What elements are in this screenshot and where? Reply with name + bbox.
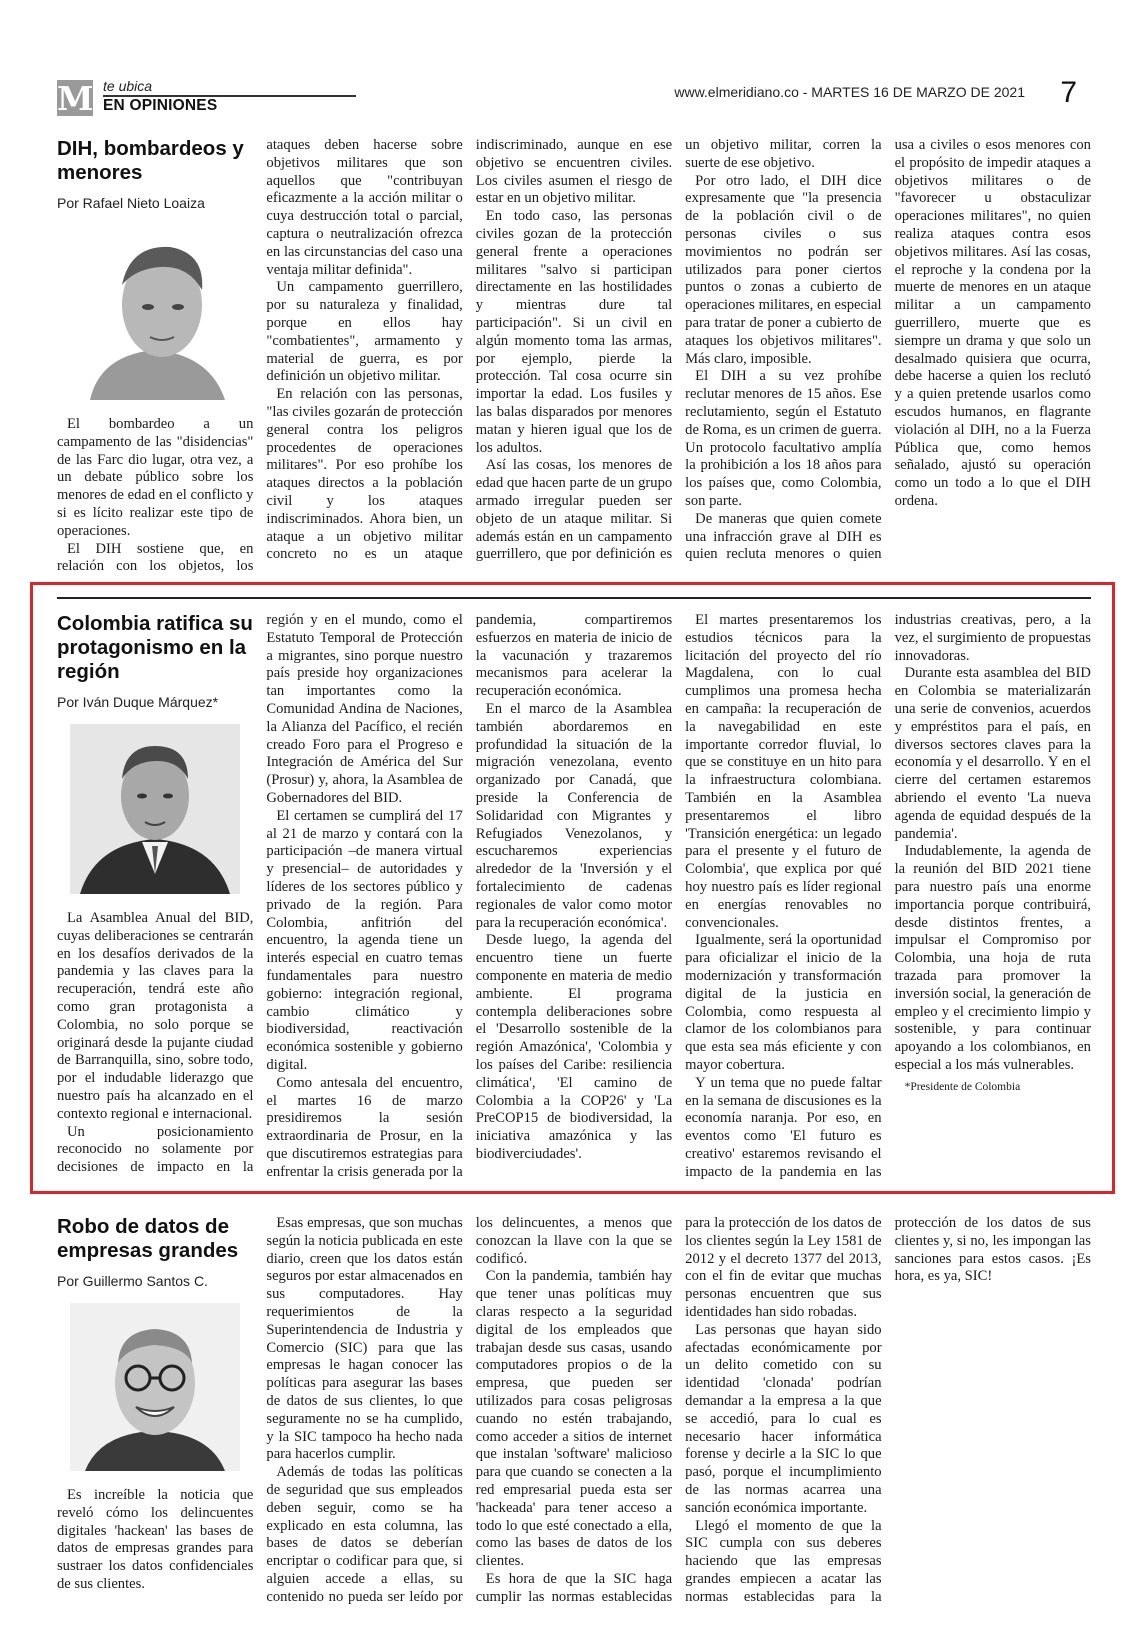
article-headline: DIH, bombardeos y menores <box>57 137 244 184</box>
article-paragraph: Con la pandemia, también hay que tener unas políticas muy claras respecto a la seguridad digital de los empleados que trabajan desde sus casas, usando computadores propios o de la empresa, que pueden ser utilizados para cosas peligrosas cuando no estén trabajando, como acceder a sitios de internet que instalan 'software' malicioso para que cuando se conecten a la red empresarial pueda esta ser 'hackeada' para tener acceso a todo lo que esté conectado a ella, como las bases de datos de los clientes. <box>475 1268 673 1570</box>
logo-tagline: te ubica <box>103 78 153 94</box>
columnist-portrait-icon <box>70 225 240 400</box>
article-byline: Por Guillermo Santos C. <box>57 1273 208 1289</box>
page-number: 7 <box>1060 76 1077 109</box>
article-paragraph: Esas empresas, que son muchas según la noticia publicada en este diario, creen que los datos están seguros por estar almacenados en sus computadores. Hay requerimientos de la Superintendencia de Industria y Comercio (SIC) para que las empresas le hagan conocer las políticas para asegurar las bases de datos de sus clientes, lo que seguramente no se ha cumplido, y la SIC tampoco ha hecho nada para hacerlos cumplir. <box>266 1215 463 1463</box>
article-paragraph: De maneras que quien comete una infracción grave al DIH es quien recluta menores o quien usa a civiles o esos menores con el propósito de impedir ataques a objetivos militares o de "favorecer u obstaculizar operaciones militares", no quien realiza ataques contra esos objetivos militares. Así las cosas, el reproche y la condena por la muerte de menores en un ataque militar a un campamento guerrillero, muerte que es siempre un drama y que solo un desalmado quisiera que ocurra, debe hacerse a quien los reclutó y a quien pretende usarlos como escudos humanos, en flagrante violación al DIH, no a la Fuerza Pública que, como hemos señalado, ajustó su operación como un todo a lo que el DIH ordena. <box>685 137 1091 563</box>
article-paragraph: El DIH sostiene que, en relación con los objetos, los ataques deben hacerse sobre objetivos militares que son aquellos que "contribuyan eficazmente a la acción militar o cuya destrucción total o parcial, captura o neutralización ofrezca en las circunstancias del caso una ventaja militar definida". <box>57 137 463 575</box>
article-paragraph: Es increíble la noticia que reveló cómo los delincuentes digitales 'hackean' las bases de datos de empresas grandes para sustraer los datos confidenciales de sus clientes. <box>57 1487 254 1592</box>
article-paragraph: El certamen se cumplirá del 17 al 21 de marzo y contará con la participación –de manera virtual y presencial– de autoridades y líderes de los sectores público y privado de la región. Para Colombia, anfitrión del encuentro, la agenda tiene un interés especial en cuatro temas fundamentales para nuestro gobierno: integración regional, cambio climático y biodiversidad, reactivación económica sostenible y gobierno digital. <box>266 807 463 1073</box>
article-paragraph: Además de todas las políticas de seguridad que sus empleados deben seguir, como se ha explicado en esta columna, las bases de datos se deberían encriptar o codificar para que, si alguien accede a ellas, su contenido no pueda ser leído por los delincuentes, a menos que conozcan la llave con la que se codificó. <box>266 1215 673 1605</box>
article-divider <box>57 597 1091 599</box>
article-paragraph: Desde luego, la agenda del encuentro tiene un fuerte componente en materia de medio ambiente. El programa contempla deliberaciones sobre el 'Desarrollo sostenible de la región Amazónica', 'Colombia y los países del Caribe: resiliencia climática', 'El camino de Colombia a la COP26' y 'La PreCOP15 de biodiversidad, la iniciativa amazónica y las biodiverciudades'. <box>475 932 673 1162</box>
page-header <box>57 78 1087 122</box>
article-paragraph: En relación con las personas, "las civiles gozarán de protección general contra los peligros procedentes de operaciones militares". Por eso prohíbe los ataques directos a la población civil y los ataques indiscriminados. Ahora bien, un ataque a un objetivo militar concreto no es un ataque indiscriminado, aunque en ese objetivo se encuentren civiles. Los civiles asumen el riesgo de estar en un objetivo militar. <box>266 137 673 563</box>
article-byline: Por Iván Duque Márquez* <box>57 694 219 710</box>
article-paragraph: Durante esta asamblea del BID en Colombia se materializarán una serie de convenios, acuerdos y empréstitos para el país, en diversos sectores claves para la economía y el desarrollo. Y en el cierre del certamen estaremos abriendo el evento 'La nueva agenda de equidad después de la pandemia'. <box>894 665 1091 842</box>
article-paragraph: Un posicionamiento reconocido no solamente por decisiones de impacto en la región y en el mundo, como el Estatuto Temporal de Protección a migrantes, sino porque nuestro país preside hoy organizaciones tan importantes como la Comunidad Andina de Naciones, la Alianza del Pacífico, el recién creado Foro para el Progreso e Integración de América del Sur (Prosur) y, ahora, la Asamblea de Gobernadores del BID. <box>57 612 463 1176</box>
article-paragraph: En todo caso, las personas civiles gozan de la protección general frente a operaciones militares "salvo si participan directamente en las hostilidades y mientras dure tal participación". Si un civil en algún momento toma las armas, por ejemplo, pierde la protección. Tal cosa ocurre sin importar la edad. Los fusiles y las balas disparados por menores matan y hieren igual que los de los adultos. <box>475 208 673 456</box>
article-dih-bombardeos <box>57 137 1091 577</box>
article-paragraph: Las personas que hayan sido afectadas económicamente por un delito cometido con su identidad 'clonada' podrían demandar a la empresa a la que se accedió, para lo cual es necesario hacer informática forense y decirle a la SIC lo que pasó, porque el incumplimiento de las normas acarrea una sanción económica importante. <box>685 1321 882 1516</box>
article-robo-de-datos <box>57 1215 1091 1615</box>
article-colombia-ratifica <box>57 612 1091 1182</box>
article-paragraph: Llegó el momento de que la SIC cumpla con sus deberes haciendo que las empresas grandes empiecen a acatar las normas establecidas para la protección de los datos de sus clientes y, si no, les impongan las sanciones para estos casos. ¡Es hora, es ya, SIC! <box>685 1215 1091 1605</box>
article-paragraph: Igualmente, será la oportunidad para oficializar el inicio de la modernización y transformación digital de la justicia en Colombia, como respuesta al clamor de los colombianos para que esta sea más eficiente y con mayor cobertura. <box>685 932 882 1073</box>
article-columns <box>57 137 1091 577</box>
article-paragraph: Un campamento guerrillero, por su naturaleza y finalidad, porque en ellos hay "combatientes", armamento y material de guerra, es por definición un objetivo militar. <box>266 279 463 385</box>
article-paragraph: La Asamblea Anual del BID, cuyas deliberaciones se centrarán en los desafíos derivados de la pandemia y las claves para la recuperación, tendrá este año como gran protagonista a Colombia, no solo porque se originará desde la pujante ciudad de Barranquilla, sino, sobre todo, por el indudable liderazgo que nuestro país ha alcanzado en el contexto regional e internacional. <box>57 910 254 1122</box>
article-paragraph: El martes presentaremos los estudios técnicos para la licitación del proyecto del río Magdalena, con lo cual cumplimos una promesa hecha en campaña: la recuperación de la navegabilidad en este importante corredor fluvial, lo que se constituye en un hito para la infraestructura colombiana. También en la Asamblea presentaremos el libro 'Transición energética: un legado para el presente y el futuro de Colombia', que explica por qué hoy nuestro país es líder regional en energías renovables no convencionales. <box>685 612 882 931</box>
article-columns <box>57 612 1091 1182</box>
article-columns <box>57 1215 1091 1615</box>
columnist-portrait-icon <box>70 724 240 894</box>
columnist-portrait-icon <box>70 1303 240 1471</box>
article-paragraph: El DIH a su vez prohíbe reclutar menores de 15 años. Ese reclutamiento, según el Estatuto de Roma, es un crimen de guerra. Un protocolo facultativo amplía la prohibición a los 18 años para los países que, como Colombia, son parte. <box>685 368 882 509</box>
article-byline: Por Rafael Nieto Loaiza <box>57 195 205 211</box>
article-paragraph: Y un tema que no puede faltar en la semana de discusiones es la economía naranja. Por eso, en eventos como 'El futuro es creativo' estaremos revisando el impacto de la pandemia en las industrias creativas, pero, a la vez, el surgimiento de propuestas innovadoras. <box>685 612 1091 1180</box>
article-paragraph: Indudablemente, la agenda de la reunión del BID 2021 tiene para nuestro país una enorme importancia porque contribuirá, desde distintos frentes, a impulsar el Compromiso por Colombia, una hoja de ruta trazada para promover la inversión social, la generación de empleo y el crecimiento limpio y sostenible, y para continuar apoyando a los colombianos, en especial a los más vulnerables. <box>894 843 1091 1073</box>
article-paragraph: Por otro lado, el DIH dice expresamente que "la presencia de la población civil o de personas civiles o sus movimientos no podrán ser utilizados para poner ciertos puntos o zonas a cubierto de operaciones militares, en especial para tratar de poner a cubierto de ataques los objetivos militares". Más claro, imposible. <box>685 172 882 367</box>
article-paragraph: Es hora de que la SIC haga cumplir las normas establecidas para la protección de los datos de los clientes según la Ley 1581 de 2012 y el decreto 1377 del 2013, con el fin de evitar que muchas personas encuentren que sus identidades han sido robadas. <box>475 1215 882 1605</box>
section-label: EN OPINIONES <box>103 97 218 114</box>
author-credit: *Presidente de Colombia <box>904 1080 1021 1093</box>
newspaper-logo: M <box>57 79 94 118</box>
article-paragraph: El bombardeo a un campamento de las "disidencias" de las Farc dio lugar, otra vez, a un debate público sobre los menores de edad en el conflicto y si es lícito realizar este tipo de operaciones. <box>57 416 254 539</box>
article-paragraph: En el marco de la Asamblea también abordaremos en profundidad la situación de la migración venezolana, evento organizado por Canadá, que preside la Conferencia de Solidaridad con Migrantes y Refugiados Venezolanos, y escucharemos experiencias alrededor de la 'Inversión y el fortalecimiento de cadenas regionales de valor como motor para la recuperación económica'. <box>475 700 673 931</box>
article-headline: Colombia ratifica su protagonismo en la región <box>57 612 253 683</box>
site-and-date: www.elmeridiano.co - MARTES 16 DE MARZO DE 2021 <box>674 84 1025 100</box>
article-headline: Robo de datos de empresas grandes <box>57 1215 239 1262</box>
article-paragraph: Así las cosas, los menores de edad que hacen parte de un grupo armado irregular pueden ser objeto de un ataque militar. Si además están en un campamento guerrillero, que por definición es un objetivo militar, corren la suerte de ese objetivo. <box>475 137 882 563</box>
article-paragraph: Como antesala del encuentro, el martes 16 de marzo presidiremos la sesión extraordinaria de Prosur, en la que discutiremos estrategias para enfrentar la crisis generada por la pandemia, compartiremos esfuerzos en materia de inicio de la vacunación y trazaremos mecanismos para acelerar la recuperación económica. <box>266 612 673 1180</box>
